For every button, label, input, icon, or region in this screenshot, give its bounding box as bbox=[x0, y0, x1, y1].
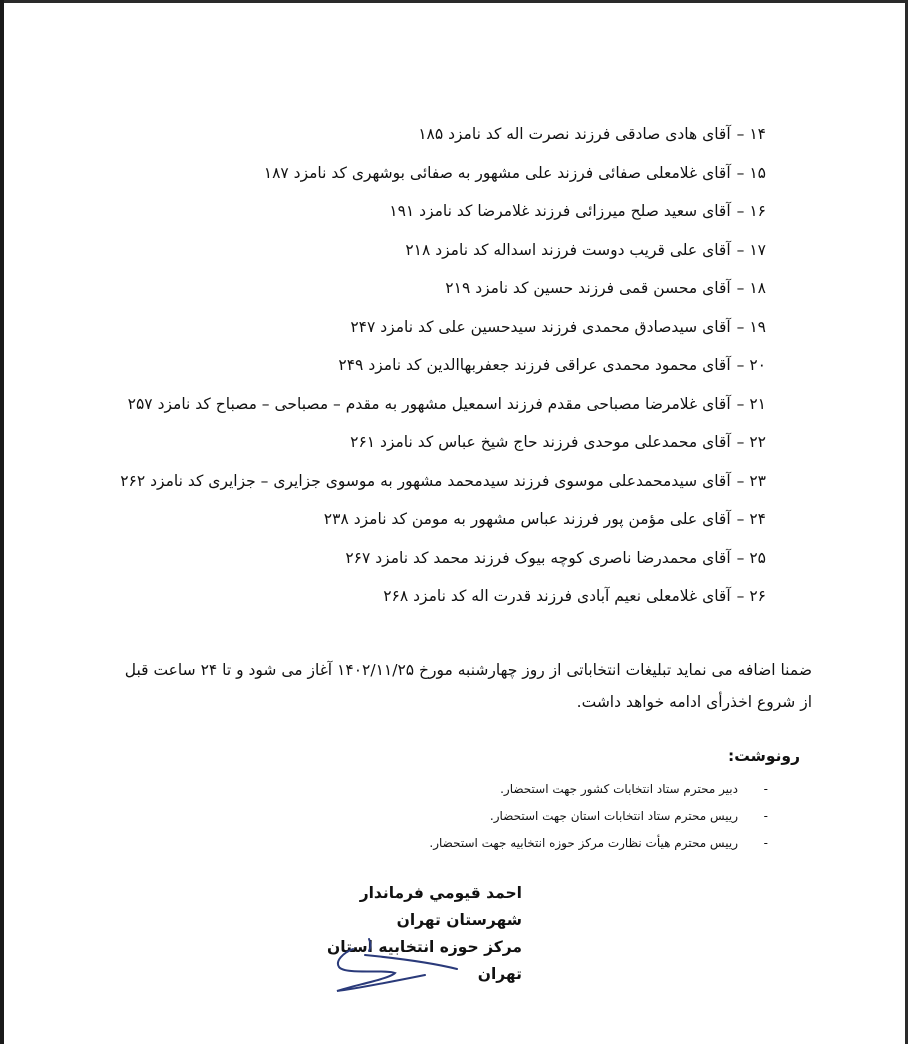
item-number: ۲۴ – bbox=[736, 510, 766, 528]
signer-name: احمد قیومي فرماندار شهرستان تهران bbox=[359, 884, 522, 929]
item-text: آقای علی مؤمن پور فرزند عباس مشهور به مومن کد نامزد ۲۳۸ bbox=[323, 510, 731, 528]
item-text: آقای سیدمحمدعلی موسوی فرزند سیدمحمد مشهور به موسوی جزایری – جزایری کد نامزد ۲۶۲ bbox=[120, 471, 731, 490]
cc-title: رونوشت: bbox=[728, 747, 800, 765]
item-number: ۲۰ – bbox=[736, 356, 766, 374]
bullet-dash: - bbox=[763, 809, 768, 823]
cc-item-text: دبیر محترم ستاد انتخابات کشور جهت استحضار. bbox=[500, 782, 738, 796]
cc-item bbox=[348, 778, 768, 805]
cc-item-text: رییس محترم ستاد انتخابات استان جهت استحضار. bbox=[489, 809, 738, 823]
note-line-2: از شروع اخذرأی ادامه خواهد داشت. bbox=[576, 693, 812, 711]
item-number: ۱۶ – bbox=[736, 202, 766, 220]
note-line-1: ضمنا اضافه می نماید تبلیغات انتخاباتی از روز چهارشنبه مورخ ۱۴۰۲/۱۱/۲۵ آغاز می شود و تا ۲۴ ساعت قبل bbox=[124, 661, 812, 679]
list-item bbox=[86, 504, 766, 543]
list-item bbox=[86, 466, 766, 505]
cc-item bbox=[348, 805, 768, 832]
item-text: آقای غلامرضا مصباحی مقدم فرزند اسمعیل مشهور به مقدم – مصباحی – مصباح کد نامزد ۲۵۷ bbox=[127, 394, 731, 413]
list-item bbox=[86, 235, 766, 274]
campaign-note bbox=[92, 654, 812, 718]
list-item bbox=[86, 158, 766, 197]
bullet-dash: - bbox=[763, 782, 768, 796]
item-text: آقای محمدرضا ناصری کوچه بیوک فرزند محمد کد نامزد ۲۶۷ bbox=[345, 548, 731, 567]
item-text: آقای سعید صلح میرزائی فرزند غلامرضا کد نامزد ۱۹۱ bbox=[389, 202, 731, 220]
item-text: آقای هادی صادقی فرزند نصرت اله کد نامزد ۱۸۵ bbox=[418, 125, 731, 143]
item-text: آقای محسن قمی فرزند حسین کد نامزد ۲۱۹ bbox=[445, 279, 731, 297]
item-text: آقای علی قریب دوست فرزند اسداله کد نامزد ۲۱۸ bbox=[405, 240, 731, 259]
list-item bbox=[86, 350, 766, 389]
item-number: ۱۴ – bbox=[736, 125, 766, 143]
item-text: آقای سیدصادق محمدی فرزند سیدحسین علی کد نامزد ۲۴۷ bbox=[350, 317, 731, 336]
list-item bbox=[86, 427, 766, 466]
candidate-list bbox=[86, 119, 766, 620]
list-item bbox=[86, 389, 766, 428]
list-item bbox=[86, 543, 766, 582]
list-item bbox=[86, 273, 766, 312]
signer-office: مرکز حوزه انتخابیه استان تهران bbox=[327, 938, 522, 983]
signature-icon bbox=[325, 935, 465, 1005]
item-number: ۱۹ – bbox=[736, 317, 766, 336]
list-item bbox=[86, 119, 766, 158]
cc-item bbox=[348, 832, 768, 859]
list-item bbox=[86, 581, 766, 620]
list-item bbox=[86, 312, 766, 351]
item-number: ۲۲ – bbox=[736, 433, 766, 451]
cc-list bbox=[348, 778, 768, 859]
bullet-dash: - bbox=[763, 836, 768, 850]
item-number: ۲۳ – bbox=[736, 471, 766, 490]
cc-item-text: رییس محترم هیأت نظارت مرکز حوزه انتخابیه جهت استحضار. bbox=[429, 836, 738, 850]
item-number: ۱۵ – bbox=[736, 163, 766, 182]
item-text: آقای غلامعلی صفائی فرزند علی مشهور به صفائی بوشهری کد نامزد ۱۸۷ bbox=[263, 163, 731, 182]
item-number: ۲۶ – bbox=[736, 587, 766, 605]
list-item bbox=[86, 196, 766, 235]
item-number: ۲۵ – bbox=[736, 548, 766, 567]
item-text: آقای محمدعلی موحدی فرزند حاج شیخ عباس کد نامزد ۲۶۱ bbox=[350, 433, 731, 451]
item-number: ۱۸ – bbox=[736, 279, 766, 297]
item-number: ۱۷ – bbox=[736, 240, 766, 259]
item-text: آقای غلامعلی نعیم آبادی فرزند قدرت اله کد نامزد ۲۶۸ bbox=[383, 587, 731, 605]
item-number: ۲۱ – bbox=[736, 394, 766, 413]
item-text: آقای محمود محمدی عراقی فرزند جعفربهاالدین کد نامزد ۲۴۹ bbox=[338, 356, 731, 374]
